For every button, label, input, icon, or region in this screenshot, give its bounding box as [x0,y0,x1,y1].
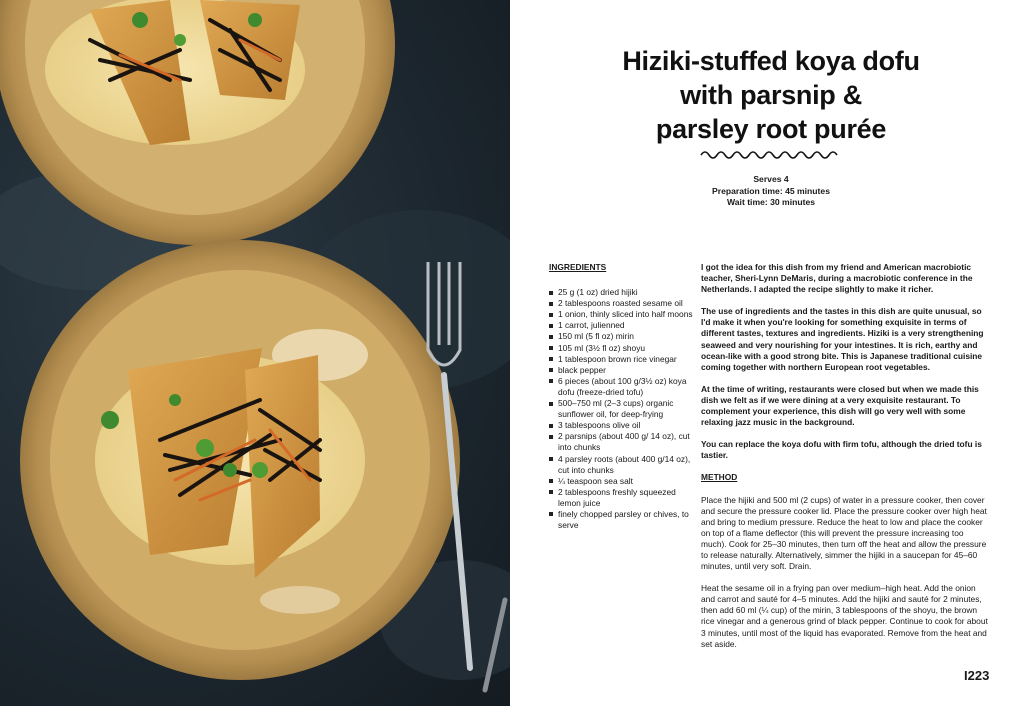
ingredient-item: black pepper [549,365,699,376]
ingredient-item: 25 g (1 oz) dried hijiki [549,287,699,298]
intro-paragraph: The use of ingredients and the tastes in this dish are quite unusual, so I'd make it when you're looking for something exquisite in terms of different tastes, textures and ingredients. Hiziki is a very strengthening seaweed and very nourishing for your intestines. It is rich, earthy and ocean-like with a good strong bite. This is Japanese traditional cuisine coming together with northern European root vegetables. [701,306,984,372]
wave-divider-icon [700,150,842,160]
bottom-plate [20,240,460,680]
ingredient-item: 4 parsley roots (about 400 g/14 oz), cut into chunks [549,454,699,476]
ingredient-item: 105 ml (3½ fl oz) shoyu [549,343,699,354]
recipe-page [510,0,1020,706]
prep-time-text: Preparation time: 45 minutes [712,185,830,196]
ingredients-heading: INGREDIENTS [549,262,607,272]
ingredient-item: 6 pieces (about 100 g/3½ oz) koya dofu (freeze-dried tofu) [549,376,699,398]
title-line: parsley root purée [655,114,887,144]
serves-text: Serves 4 [753,174,789,184]
ingredient-item: 1 tablespoon brown rice vinegar [549,354,699,365]
recipe-meta [510,174,1020,209]
method-step: Heat the sesame oil in a frying pan over medium–high heat. Add the onion and carrot and sauté for 4–5 minutes. Add the hijiki and sauté for 2 minutes, then add 60 ml (¼ cup) of the mirin, 3 tablespoons of the shoyu, the brown rice vinegar and a generous grind of black pepper. Continue to cook for about 3 minutes, until most of the liquid has evaporated. Remove from the heat and set aside. [701,583,988,649]
ingredient-item: 150 ml (5 fl oz) mirin [549,331,699,342]
wait-time-text: Wait time: 30 minutes [726,197,816,207]
ingredient-item: 500–750 ml (2–3 cups) organic sunflower oil, for deep-frying [549,398,699,420]
ingredient-item: 2 tablespoons freshly squeezed lemon juice [549,487,699,509]
method-step: Place the hijiki and 500 ml (2 cups) of water in a pressure cooker, then cover and secure the pressure cooker lid. Place the pressure cooker over high heat and bring to medium pressure. Reduce the heat to low and place the cooker on top of a flame deflector (this will prevent the pressure increasing too much). Cook for 25–30 minutes, then turn off the heat and allow the pressure to release naturally. Alternatively, simmer the hijiki in a saucepan for 45–60 minutes, until very soft. Drain. [701,494,987,572]
intro-paragraph: I got the idea for this dish from my friend and American macrobiotic teacher, Sheri-Lynn DeMaris, during a macrobiotic conference in the Netherlands. I adapted the recipe slightly to make it richer. [701,262,973,295]
ingredient-item: ¼ teaspoon sea salt [549,476,699,487]
title-line: Hiziki-stuffed koya dofu [622,46,920,76]
intro-paragraph: At the time of writing, restaurants were closed but when we made this dish we felt as if we were dining at a very exquisite restaurant. To complement your experience, this dish will go very well with some relaxing jazz music in the background. [701,383,979,428]
ingredient-item: 2 parsnips (about 400 g/ 14 oz), cut into chunks [549,431,699,453]
method-heading: METHOD [701,472,738,483]
recipe-title [510,44,1020,146]
recipe-body [701,262,991,661]
ingredient-item: 1 carrot, julienned [549,320,699,331]
ingredient-item: 3 tablespoons olive oil [549,420,699,431]
intro-paragraph: You can replace the koya dofu with firm tofu, although the dried tofu is tastier. [701,439,982,461]
ingredient-item: finely chopped parsley or chives, to serve [549,509,699,531]
ingredients-column [549,262,699,531]
ingredient-item: 2 tablespoons roasted sesame oil [549,298,699,309]
title-line: with parsnip & [680,80,862,110]
page-number: I223 [964,668,990,683]
ingredients-list [549,287,699,531]
ingredient-item: 1 onion, thinly sliced into half moons [549,309,699,320]
